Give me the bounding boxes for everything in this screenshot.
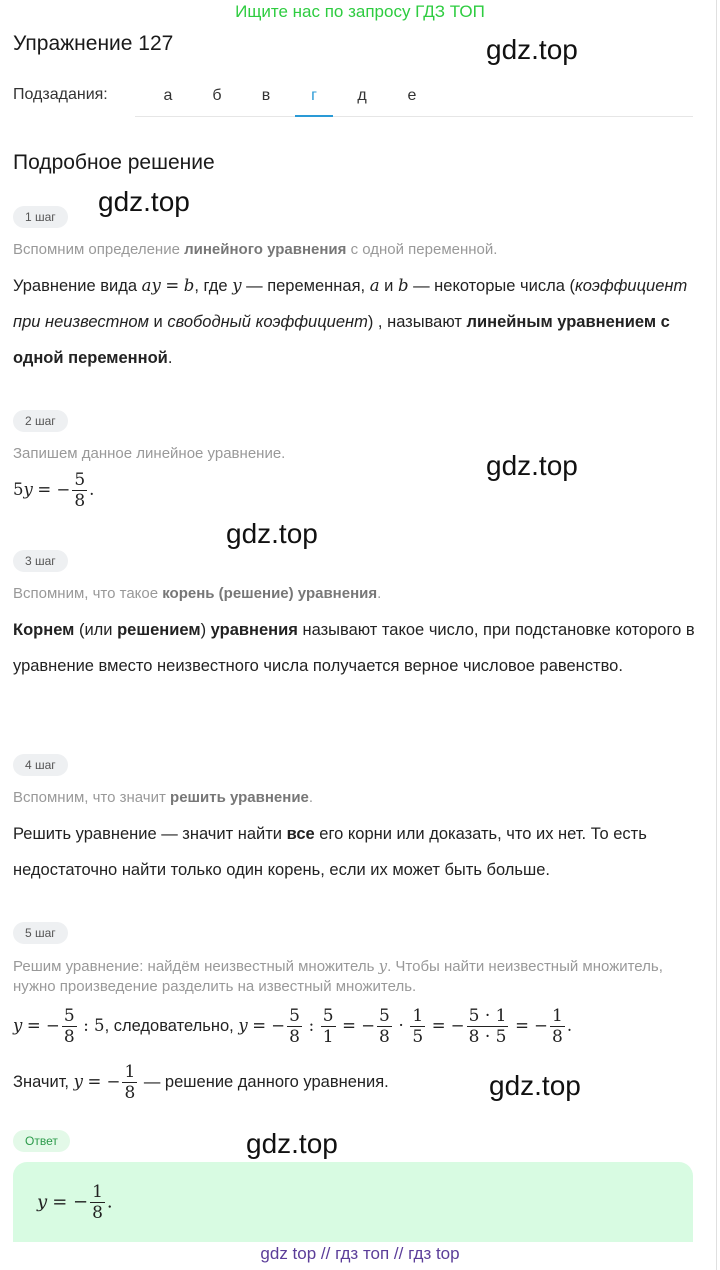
answer-box bbox=[13, 1162, 693, 1242]
exercise-title: Упражнение 127 bbox=[13, 32, 174, 55]
step-text: Решить уравнение — значит найти все его корни или доказать, что их нет. То есть недостаточно найти только один корень, если их может быть больше. bbox=[13, 825, 647, 879]
subtask-tabs bbox=[135, 84, 693, 117]
right-divider bbox=[716, 0, 717, 1270]
subtasks-nav bbox=[13, 84, 693, 116]
subtask-tab-e[interactable]: е bbox=[407, 87, 417, 104]
step-hint: Вспомним, что значит решить уравнение. bbox=[13, 789, 314, 806]
step-badge: 4 шаг bbox=[13, 754, 68, 776]
step-badge: 2 шаг bbox=[13, 410, 68, 432]
step-badge: 3 шаг bbox=[13, 550, 68, 572]
subtask-tab-g[interactable]: г bbox=[295, 86, 333, 117]
subtask-tab-a[interactable]: а bbox=[163, 87, 173, 104]
step-conclusion: Значит, y = − $\frac{1}{8}$ — решение данного уравнения. bbox=[13, 1062, 389, 1103]
footer-links[interactable]: gdz top // гдз топ // гдз top bbox=[260, 1244, 460, 1263]
watermark: gdz.top bbox=[486, 34, 578, 65]
subtask-tab-b[interactable]: б bbox=[212, 87, 222, 104]
subtasks-label: Подзадания: bbox=[13, 86, 108, 103]
step-formula: 5y = − $\frac{5}{8}$ . bbox=[13, 470, 95, 511]
watermark: gdz.top bbox=[98, 186, 190, 217]
section-title: Подробное решение bbox=[13, 151, 215, 174]
search-hint-banner: Ищите нас по запросу ГДЗ ТОП bbox=[235, 2, 485, 21]
answer-formula: y = − $\frac{1}{8}$ . bbox=[37, 1182, 113, 1223]
watermark: gdz.top bbox=[226, 518, 318, 549]
subtask-tab-v[interactable]: в bbox=[261, 87, 271, 104]
answer-badge: Ответ bbox=[13, 1130, 70, 1152]
step-badge: 5 шаг bbox=[13, 922, 68, 944]
step-hint: Вспомним, что такое корень (решение) уравнения. bbox=[13, 585, 382, 602]
step-text: Уравнение вида ay = b, где y — переменная, a и b — некоторые числа (коэффициент при неизвестном и свободный коэффициент) , называют линейным уравнением с одной переменной. bbox=[13, 276, 688, 367]
step-hint: Вспомним определение линейного уравнения с одной переменной. bbox=[13, 241, 498, 258]
watermark: gdz.top bbox=[486, 450, 578, 481]
step-hint: Решим уравнение: найдём неизвестный множитель y. Чтобы найти неизвестный множитель, нужно произведение разделить на известный множитель. bbox=[13, 957, 663, 995]
step-badge: 1 шаг bbox=[13, 206, 68, 228]
watermark: gdz.top bbox=[246, 1128, 338, 1159]
step-formula: y = − $\frac{5}{8}$ : 5, следовательно, y = − $\frac{5}{8}$ : $\frac{5}{1}$ = − $\frac{5}{8}$ · $\frac{1}{5}$ = − $\frac{5 \cdot 1}{8 \cdot 5}$ = − $\frac{1}{8}$ . bbox=[13, 1006, 573, 1047]
step-text: Корнем (или решением) уравнения называют такое число, при подстановке которого в уравнение вместо неизвестного числа получается верное числовое равенство. bbox=[13, 621, 695, 675]
subtask-tab-d[interactable]: д bbox=[357, 87, 367, 104]
step-hint: Запишем данное линейное уравнение. bbox=[13, 445, 286, 462]
watermark: gdz.top bbox=[489, 1070, 581, 1101]
